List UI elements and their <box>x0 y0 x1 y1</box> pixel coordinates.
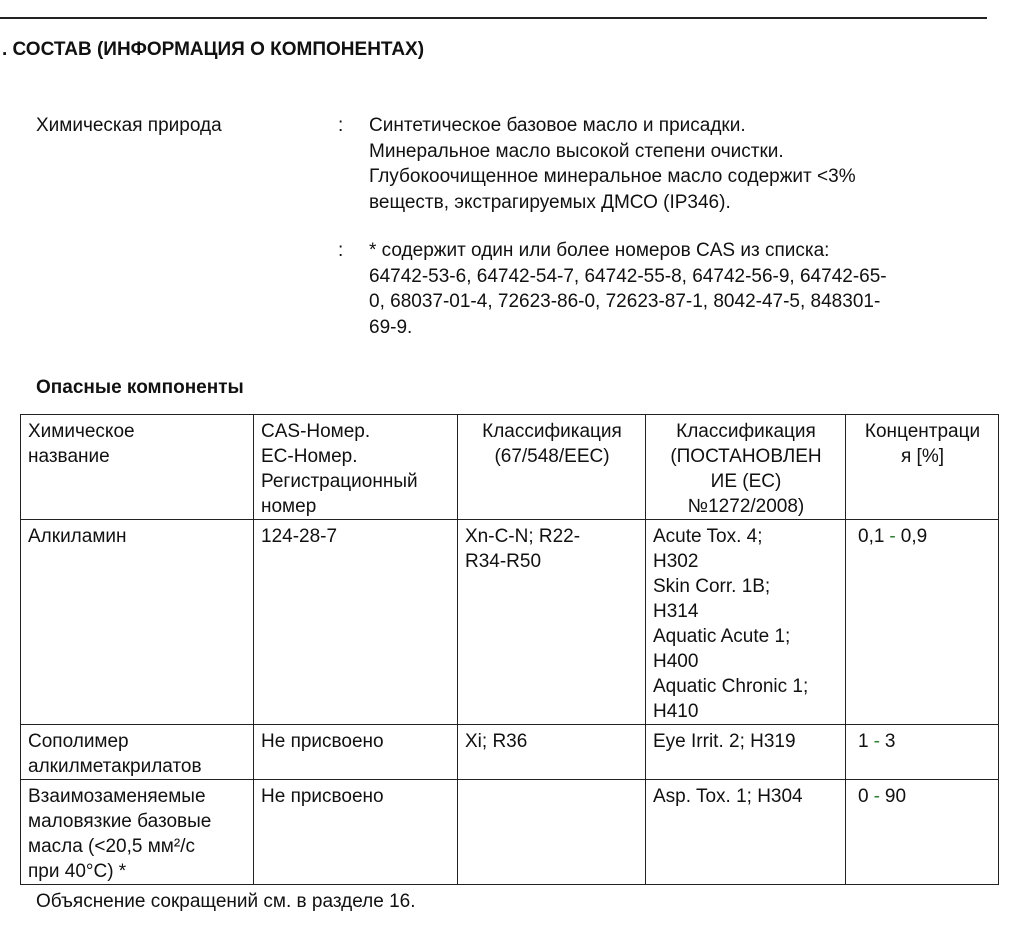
cell-concentration <box>846 520 999 725</box>
top-rule <box>0 17 987 19</box>
chemical-nature-colon: : <box>338 115 344 136</box>
chemical-nature-line: Минеральное масло высокой степени очистки. <box>369 140 784 162</box>
concentration-max: 3 <box>884 731 896 752</box>
cell-classification-1272-2008: Asp. Tox. 1; H304 <box>646 780 846 885</box>
cas-note-value <box>369 238 969 340</box>
cas-note-colon: : <box>338 240 344 261</box>
cell-classification-67-548: Xi; R36 <box>458 725 646 780</box>
header-classification-1272-2008: Классификация (ПОСТАНОВЛЕН ИЕ (EC) №1272/2008) <box>646 415 846 520</box>
hazardous-components-title: Опасные компоненты <box>36 377 244 398</box>
table-row <box>21 780 999 885</box>
cell-classification-67-548 <box>458 780 646 885</box>
header-classification-67-548: Классификация (67/548/EEC) <box>458 415 646 520</box>
chemical-nature-line: веществ, экстрагируемых ДМСО (IP346). <box>369 191 731 213</box>
concentration-dash: - <box>873 731 880 752</box>
concentration-dash: - <box>889 526 896 547</box>
hazardous-components-table <box>20 414 999 885</box>
cell-concentration <box>846 725 999 780</box>
chemical-nature-line: Синтетическое базовое масло и присадки. <box>369 115 746 136</box>
cell-cas-number: 124-28-7 <box>254 520 458 725</box>
cell-classification-1272-2008: Eye Irrit. 2; H319 <box>646 725 846 780</box>
concentration-dash: - <box>873 786 880 807</box>
cell-cas-number: Не присвоено <box>254 780 458 885</box>
table-row <box>21 725 999 780</box>
table-header-row <box>21 415 999 520</box>
concentration-min: 0,1 <box>858 526 885 547</box>
abbreviations-footnote: Объяснение сокращений см. в разделе 16. <box>36 891 416 912</box>
cas-note-line: 64742-53-6, 64742-54-7, 64742-55-8, 64742-56-9, 64742-65- <box>369 265 887 287</box>
cell-chemical-name: Алкиламин <box>21 520 254 725</box>
cell-classification-67-548: Xn-C-N; R22- R34-R50 <box>458 520 646 725</box>
cas-note-line: * содержит один или более номеров CAS из списка: <box>369 240 830 261</box>
chemical-nature-value <box>369 113 969 215</box>
chemical-nature-line: Глубокоочищенное минеральное масло содержит <3% <box>369 166 856 187</box>
cas-note-line: 0, 68037-01-4, 72623-86-0, 72623-87-1, 8042-47-5, 848301- <box>369 291 881 312</box>
header-cas-number: CAS-Номер. EC-Номер. Регистрационный номер <box>254 415 458 520</box>
cas-note-line: 69-9. <box>369 316 413 338</box>
table-row <box>21 520 999 725</box>
chemical-nature-label: Химическая природа <box>36 115 222 136</box>
cell-classification-1272-2008: Acute Tox. 4; H302 Skin Corr. 1B; H314 Aquatic Acute 1; H400 Aquatic Chronic 1; H410 <box>646 520 846 725</box>
cell-chemical-name: Сополимер алкилметакрилатов <box>21 725 254 780</box>
header-chemical-name: Химическое название <box>21 415 254 520</box>
section-title: . СОСТАВ (ИНФОРМАЦИЯ О КОМПОНЕНТАХ) <box>2 39 425 60</box>
concentration-max: 0,9 <box>900 526 928 547</box>
concentration-max: 90 <box>884 786 907 807</box>
concentration-min: 0 <box>858 786 869 807</box>
cell-chemical-name: Взаимозаменяемые маловязкие базовые масла (<20,5 мм²/с при 40°C) * <box>21 780 254 885</box>
concentration-min: 1 <box>858 731 869 752</box>
cell-concentration <box>846 780 999 885</box>
header-concentration: Концентраци я [%] <box>846 415 999 520</box>
cell-cas-number: Не присвоено <box>254 725 458 780</box>
